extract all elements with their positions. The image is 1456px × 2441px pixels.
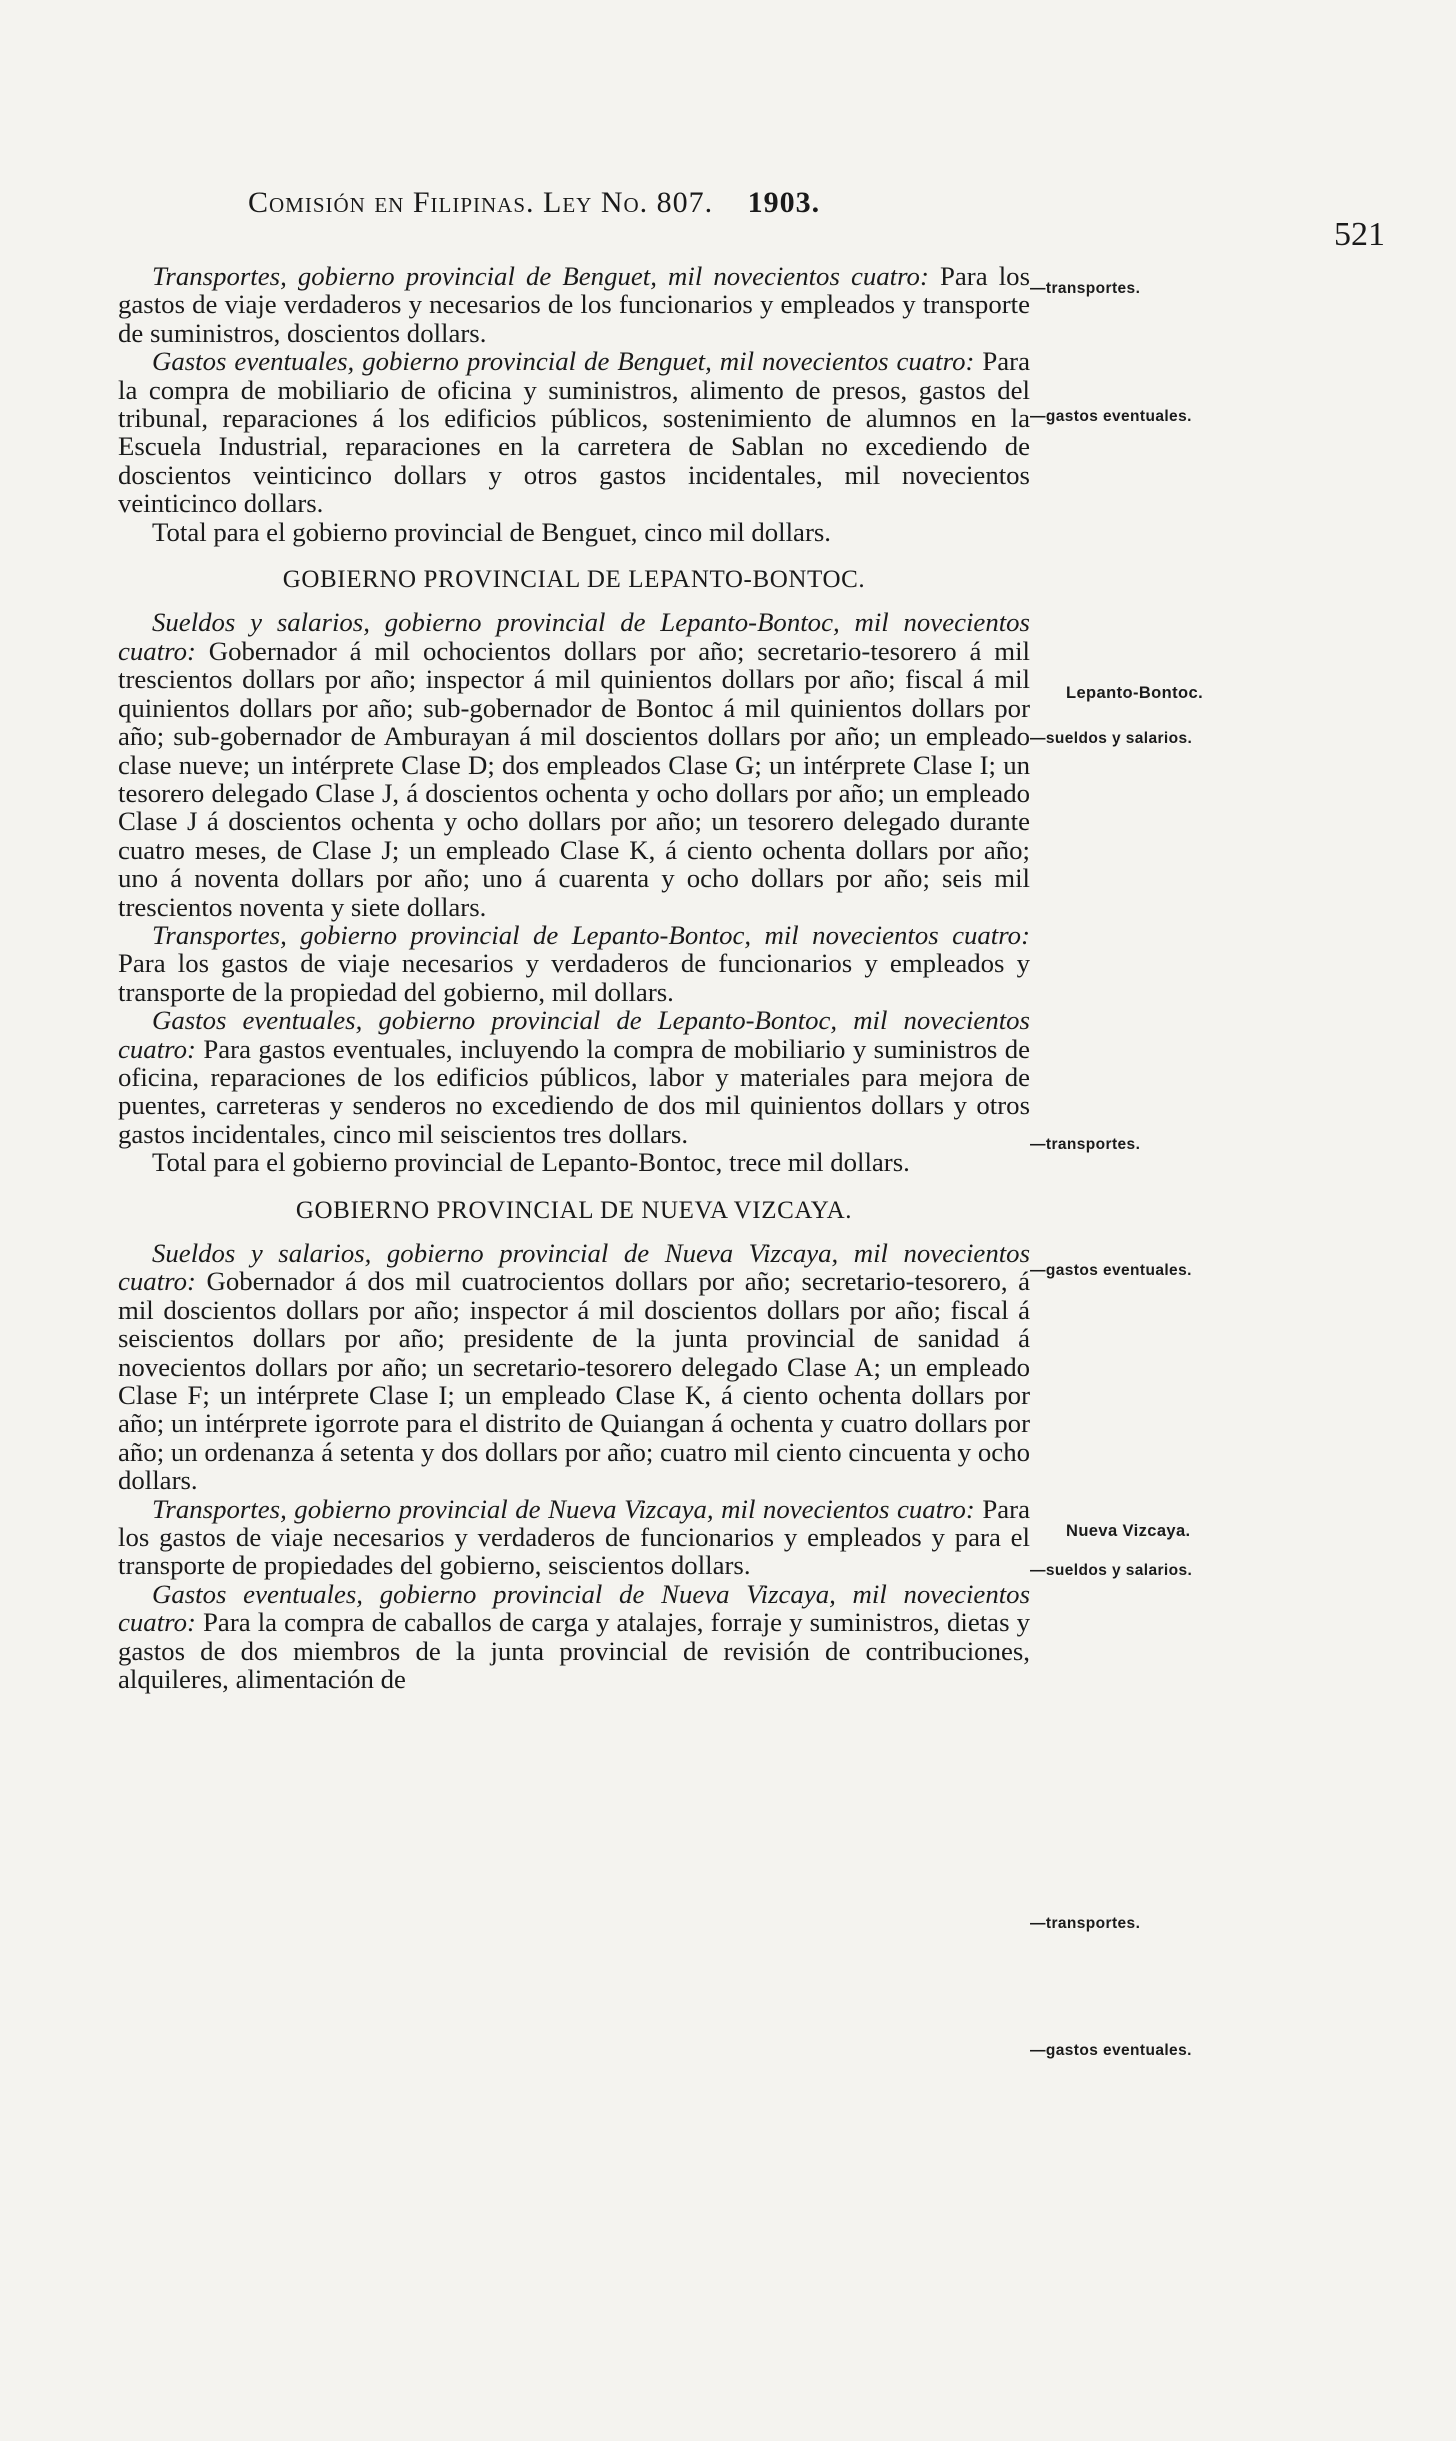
margin-note-gastos-eventuales: —gastos eventuales. — [1030, 408, 1192, 425]
paragraph-lead: Transportes, gobierno provincial de Benguet, mil novecientos cuatro: — [152, 261, 929, 291]
page-number: 521 — [1334, 216, 1385, 253]
section-heading-lepanto: GOBIERNO PROVINCIAL DE LEPANTO-BONTOC. — [282, 566, 866, 594]
paragraph-nueva-sueldos — [118, 1239, 1030, 1495]
paragraph-lead: Gastos eventuales, gobierno provincial de Lepanto-Bontoc, mil novecientos cuatro: — [118, 1005, 1030, 1064]
paragraph-lepanto-sueldos — [118, 608, 1030, 920]
paragraph-nueva-transportes — [118, 1495, 1030, 1580]
paragraph-lead: Transportes, gobierno provincial de Nueva Vizcaya, mil novecientos cuatro: — [152, 1493, 975, 1524]
paragraph-lead: Transportes, gobierno provincial de Lepanto-Bontoc, mil novecientos cuatro: — [152, 919, 1030, 950]
paragraph-text: Gobernador á mil ochocientos dollars por año; secretario-tesorero á mil trescientos dollars por año; inspector á mil quinientos dollars por año; fiscal á mil quinientos dollars por año; sub-gobernador de Bontoc á mil quinientos dollars por año; sub-gobernador de Amburayan á mil doscientos dollars por año; un empleado clase nueve; un intérprete Clase D; dos empleados Clase G; un intérprete Clase I; un tesorero delegado Clase J, á doscientos ochenta y ocho dollars por año; un empleado Clase J á doscientos ochenta y ocho dollars por año; un tesorero delegado durante cuatro meses, de Clase J; un empleado Clase K, á ciento ochenta dollars por año; uno á noventa dollars por año; uno á cuarenta y ocho dollars por año; seis mil trescientos noventa y siete dollars. — [118, 635, 1030, 922]
paragraph-nueva-gastos — [118, 1580, 1030, 1694]
total-lepanto: Total para el gobierno provincial de Lepanto-Bontoc, trece mil dollars. — [152, 1147, 910, 1178]
paragraph-text: Para la compra de caballos de carga y atalajes, forraje y suministros, dietas y gastos de dos miembros de la junta provincial de revisión de contribuciones, alquileres, alimentación de — [118, 1607, 1030, 1695]
body-text — [118, 262, 1030, 1694]
paragraph-lead: Sueldos y salarios, gobierno provincial de Nueva Vizcaya, mil novecientos cuatro: — [118, 1238, 1030, 1297]
margin-note-gastos-eventuales: —gastos eventuales. — [1030, 2042, 1192, 2059]
paragraph-text: Para los gastos de viaje verdaderos y necesarios de los funcionarios y empleados y transporte de suministros, doscientos dollars. — [118, 261, 1030, 348]
margin-note-nueva-vizcaya: Nueva Vizcaya. — [1066, 1522, 1191, 1540]
paragraph-text: Para gastos eventuales, incluyendo la compra de mobiliario y suministros de oficina, reparaciones de los edificios públicos, labor y materiales para mejora de puentes, carreteras y senderos no excediendo de dos mil quinientos dollars y otros gastos incidentales, cinco mil seiscientos tres dollars. — [118, 1033, 1030, 1149]
margin-note-lepanto-bontoc: Lepanto-Bontoc. — [1066, 684, 1204, 702]
margin-note-transportes: —transportes. — [1030, 280, 1141, 297]
running-head — [248, 186, 820, 220]
margin-note-sueldos-salarios: —sueldos y salarios. — [1030, 730, 1193, 747]
total-benguet: Total para el gobierno provincial de Benguet, cinco mil dollars. — [152, 516, 832, 547]
paragraph-text: Para la compra de mobiliario de oficina y suministros, alimento de presos, gastos del tribunal, reparaciones á los edificios públicos, sostenimiento de alumnos en la Escuela Industrial, reparaciones en la carretera de Sablan no excediendo de doscientos veinticinco dollars y otros gastos incidentales, mil novecientos veinticinco dollars. — [118, 346, 1030, 519]
running-head-year: 1903. — [747, 186, 821, 219]
paragraph-lead: Gastos eventuales, gobierno provincial de Nueva Vizcaya, mil novecientos cuatro: — [118, 1578, 1030, 1638]
paragraph-benguet-gastos — [118, 347, 1030, 517]
paragraph-text: Gobernador á dos mil cuatrocientos dollars por año; secretario-tesorero, á mil doscientos dollars por año; inspector á mil doscientos dollars por año; fiscal á seiscientos dollars por año; presidente de la junta provincial de sanidad á novecientos dollars por año; un secretario-tesorero delegado Clase A; un empleado Clase F; un intérprete Clase I; un empleado Clase K, á ciento ochenta dollars por año; un intérprete igorrote para el distrito de Quiangan á ochenta y cuatro dollars por año; un ordenanza á setenta y dos dollars por año; cuatro mil ciento cincuenta y ocho dollars. — [118, 1266, 1031, 1496]
margin-note-gastos-eventuales: —gastos eventuales. — [1030, 1262, 1192, 1279]
paragraph-benguet-transportes — [118, 262, 1030, 347]
paragraph-text: Para los gastos de viaje necesarios y verdaderos de funcionarios y empleados y transporte de la propiedad del gobierno, mil dollars. — [118, 948, 1030, 1007]
margin-note-transportes: —transportes. — [1030, 1915, 1141, 1932]
margin-note-sueldos-salarios: —sueldos y salarios. — [1030, 1562, 1193, 1579]
paragraph-lead: Sueldos y salarios, gobierno provincial de Lepanto-Bontoc, mil novecientos cuatro: — [118, 607, 1030, 666]
paragraph-lepanto-gastos — [118, 1006, 1030, 1148]
paragraph-lepanto-transportes — [118, 921, 1030, 1006]
paragraph-text: Para los gastos de viaje necesarios y verdaderos de funcionarios y empleados y para el transporte de propiedades del gobierno, seiscientos dollars. — [118, 1493, 1030, 1581]
margin-note-transportes: —transportes. — [1030, 1136, 1141, 1153]
section-heading-nueva-vizcaya: GOBIERNO PROVINCIAL DE NUEVA VIZCAYA. — [295, 1196, 853, 1224]
paragraph-lead: Gastos eventuales, gobierno provincial de Benguet, mil novecientos cuatro: — [152, 346, 975, 377]
running-head-text: Comisión en Filipinas. Ley No. 807. — [248, 186, 714, 219]
